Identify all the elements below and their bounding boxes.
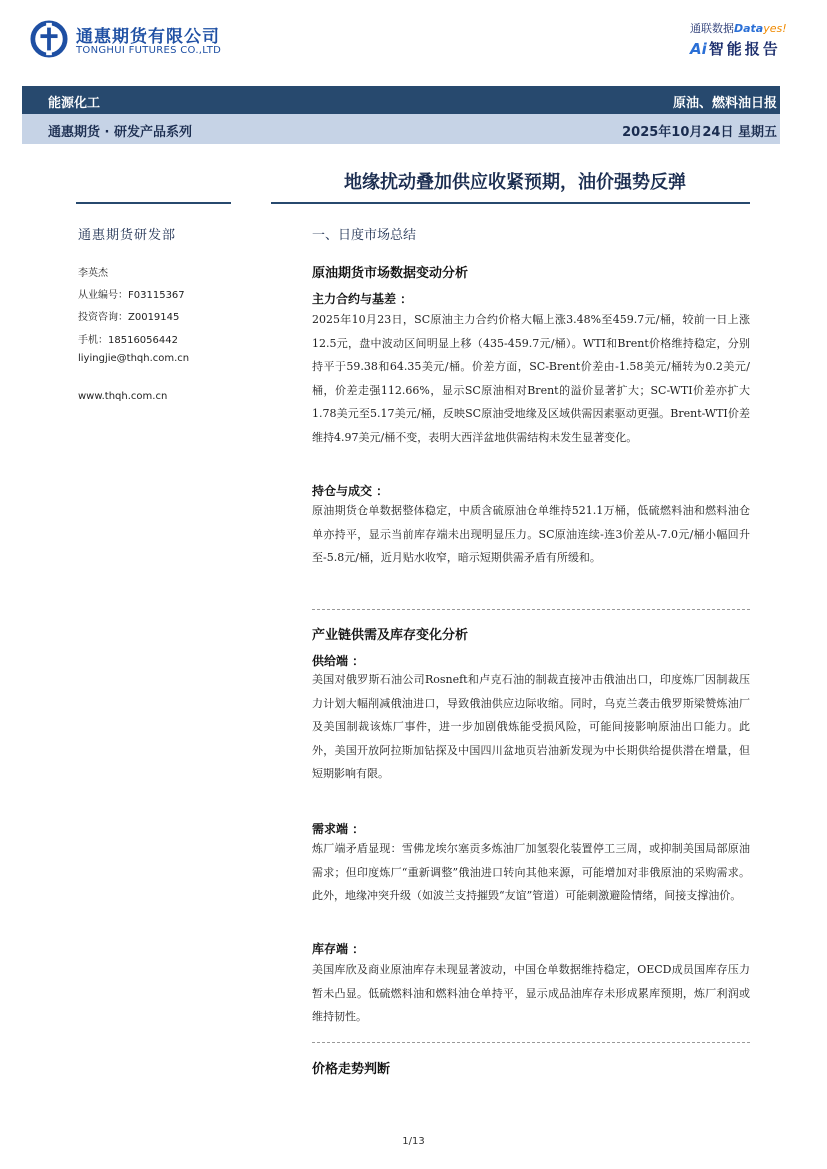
datayes-brand-data: Data: [734, 22, 764, 35]
datayes-brand-yes: yes!: [763, 22, 787, 35]
subheading-futures-data: 原油期货市场数据变动分析: [312, 266, 469, 281]
heading-supply: 供给端 ：: [312, 654, 365, 668]
paragraph-position: 原油期货仓单数据整体稳定，中质含硫原油仓单维持521.1万桶，低硫燃料油和燃料油仓单亦持平，显示当前库存端未出现明显压力。SC原油连续-连3价差从-7.0元/桶小幅回升至-5.8元/桶，近月贴水收窄，暗示短期供需矛盾有所缓和。: [312, 504, 750, 564]
email-link[interactable]: liyingjie@thqh.com.cn: [78, 353, 190, 364]
consulting-number: 投资咨询：Z0019145: [78, 312, 180, 323]
phone-number: 手机：18516056442: [78, 335, 178, 346]
paragraph-inventory: 美国库欣及商业原油库存未现显著波动，中国仓单数据维持稳定，OECD成员国库存压力暂未凸显。低硫燃料油和燃料油仓单持平，显示成品油库存未形成累库预期，炼厂利润或维持韧性。: [312, 963, 750, 1023]
ai-mark: Ai: [690, 40, 707, 58]
heading-main-contract: 主力合约与基差 ：: [312, 292, 413, 306]
ai-report-label: [690, 38, 781, 59]
title-rule-right: [271, 202, 750, 204]
company-name-cn: 通惠期货有限公司: [76, 27, 220, 47]
ai-report-text: 智能报告: [708, 40, 781, 58]
paragraph-supply: 美国对俄罗斯石油公司Rosneft和卢克石油的制裁直接冲击俄油出口，印度炼厂因制裁压力计划大幅削减俄油进口，导致俄油供应边际收缩。同时，乌克兰袭击俄罗斯梁赞炼油厂及美国制裁该炼厂事件，进一步加剧俄炼能受损风险，可能间接影响原油出口能力。此外，美国开放阿拉斯加钻探及中国四川盆地页岩油新发现为中长期供给提供潜在增量，但短期影响有限。: [312, 673, 750, 780]
subheading-supply-chain: 产业链供需及库存变化分析: [312, 628, 469, 643]
section-divider-1: [312, 609, 750, 610]
series-label: 通惠期货 · 研发产品系列: [48, 125, 192, 140]
report-date: 2025年10月24日 星期五: [622, 125, 777, 140]
paragraph-demand: 炼厂端矛盾显现：雪佛龙埃尔塞贡多炼油厂加氢裂化装置停工三周，或抑制美国局部原油需求；但印度炼厂“重新调整”俄油进口转向其他来源，可能增加对非俄原油的采购需求。此外，地缘冲突升级（如波兰支持摧毁“友谊”管道）可能刺激避险情绪，间接支撑油价。: [312, 842, 750, 902]
website-link[interactable]: www.thqh.com.cn: [78, 391, 168, 402]
category-band: [22, 86, 780, 114]
section-divider-2: [312, 1042, 750, 1043]
datayes-brand: [690, 20, 787, 36]
title-rule-left: [76, 202, 231, 204]
heading-demand: 需求端 ：: [312, 822, 365, 836]
analyst-name: 李英杰: [78, 268, 108, 279]
paragraph-main-contract: 2025年10月23日，SC原油主力合约价格大幅上涨3.48%至459.7元/桶，较前一日上涨12.5元，盘中波动区间明显上移（435-459.7元/桶）。WTI和Brent价格维持稳定，分别持平于59.38和64.35美元/桶。价差方面，SC-Brent价差由-1.58美元/桶转为0.2美元/桶，价差走强112.66%，显示SC原油相对Brent的溢价显著扩大；SC-WTI价差亦扩大1.78美元至5.17美元/桶，反映SC原油受地缘及区域供需因素驱动更强。Brent-WTI价差维持4.97美元/桶不变，表明大西洋盆地供需结构未发生显著变化。: [312, 313, 750, 444]
heading-position: 持仓与成交 ：: [312, 484, 389, 498]
heading-inventory: 库存端 ：: [312, 942, 365, 956]
page-number: 1/13: [402, 1136, 425, 1147]
department-name: 通惠期货研发部: [78, 228, 177, 243]
qualification-number: 从业编号：F03115367: [78, 290, 185, 301]
report-type-label: 原油、燃料油日报: [672, 96, 777, 111]
category-label: 能源化工: [48, 96, 101, 111]
company-name-en: TONGHUI FUTURES CO.,LTD: [76, 45, 222, 56]
report-title: 地缘扰动叠加供应收紧预期，油价强势反弹: [344, 172, 686, 193]
subheading-price-trend: 价格走势判断: [312, 1062, 391, 1077]
datayes-prefix: 通联数据: [690, 22, 734, 35]
section-heading-1: 一、日度市场总结: [312, 228, 417, 243]
tonghui-logo-icon: [30, 20, 68, 58]
